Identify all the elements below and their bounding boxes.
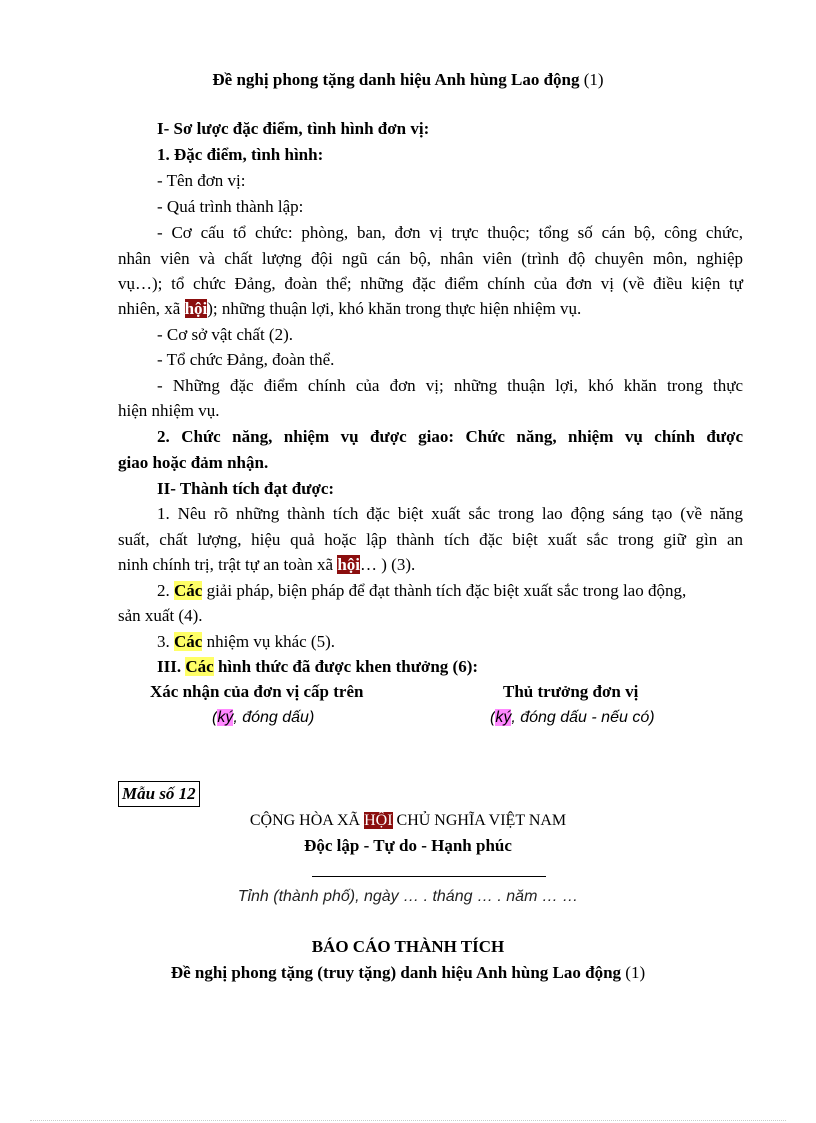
- highlight-cac: Các: [174, 581, 203, 600]
- section-3-num: III.: [157, 657, 182, 676]
- signature-left-open: (: [212, 709, 218, 726]
- report-subtitle-text: Đề nghị phong tặng (truy tặng) danh hiệu Anh hùng Lao động: [170, 963, 622, 982]
- section-1-heading: I- Sơ lược đặc điểm, tình hình đơn vị:: [157, 119, 430, 138]
- achievement-1-line-1: 1. Nêu rõ những thành tích đặc biệt xuất sắc trong lao động sáng tạo (về năng: [157, 504, 743, 523]
- item-unit-name: - Tên đơn vị:: [157, 171, 246, 190]
- page-title-note: (1): [583, 70, 604, 89]
- highlight-cac: Các: [185, 657, 214, 676]
- signature-right-open: (: [490, 709, 496, 726]
- features-line-1: - Những đặc điểm chính của đơn vị; những thuận lợi, khó khăn trong thực: [157, 376, 743, 395]
- form-number-label: Mẫu số 12: [118, 781, 200, 807]
- achievement-2-num: 2.: [157, 581, 170, 600]
- structure-line-4: [118, 296, 581, 322]
- highlight-ky: ký: [495, 709, 512, 726]
- achievement-3: [157, 629, 335, 655]
- report-title: BÁO CÁO THÀNH TÍCH: [311, 937, 505, 956]
- page-title: [0, 67, 816, 93]
- achievement-1-line-2: suất, chất lượng, hiệu quả hoặc lập thành tích đặc biệt xuất sắc trong giữ gìn an: [118, 530, 743, 549]
- report-subtitle-note: (1): [625, 963, 646, 982]
- signature-right-rest: , đóng dấu - nếu có): [511, 709, 655, 726]
- section-3-heading: [157, 654, 478, 680]
- page-bottom-dotted-rule: [30, 1120, 786, 1121]
- section-1-sub-2-line-1: 2. Chức năng, nhiệm vụ được giao: Chức năng, nhiệm vụ chính được: [157, 427, 743, 446]
- structure-line-4-a: nhiên, xã: [118, 299, 181, 318]
- item-party: - Tổ chức Đảng, đoàn thể.: [157, 350, 335, 369]
- signature-left-rest: , đóng dấu): [233, 709, 315, 726]
- achievement-1-line-3-a: ninh chính trị, trật tự an toàn xã: [118, 555, 334, 574]
- structure-line-2: nhân viên và chất lượng đội ngũ cán bộ, nhân viên (trình độ chuyên môn, nghiệp: [118, 249, 743, 268]
- section-3-text: hình thức đã được khen thưởng (6):: [217, 657, 479, 676]
- motto: Độc lập - Tự do - Hạnh phúc: [304, 836, 512, 855]
- achievement-3-text: nhiệm vụ khác (5).: [206, 632, 335, 651]
- highlight-ky: ký: [217, 709, 234, 726]
- achievement-2-line-2: sản xuất (4).: [118, 606, 203, 625]
- item-history: - Quá trình thành lập:: [157, 197, 304, 216]
- structure-line-4-b: ); những thuận lợi, khó khăn trong thực hiện nhiệm vụ.: [207, 299, 582, 318]
- features-line-2: hiện nhiệm vụ.: [118, 401, 220, 420]
- achievement-2-text: giải pháp, biện pháp để đạt thành tích đặc biệt xuất sắc trong lao động,: [206, 581, 687, 600]
- achievement-1-line-3-b: … ) (3).: [360, 555, 416, 574]
- highlight-hoi: hội: [184, 299, 208, 318]
- structure-line-3: vụ…); tổ chức Đảng, đoàn thể; những đặc điểm chính của đơn vị (về điều kiện tự: [118, 274, 743, 293]
- nation-header: [0, 808, 816, 834]
- structure-line-1: - Cơ cấu tổ chức: phòng, ban, đơn vị trực thuộc; tổng số cán bộ, công chức,: [157, 223, 743, 242]
- achievement-3-num: 3.: [157, 632, 170, 651]
- section-1-sub-1: 1. Đặc điểm, tình hình:: [157, 145, 324, 164]
- highlight-cac: Các: [174, 632, 203, 651]
- report-subtitle: [0, 960, 816, 986]
- highlight-hoi: hội: [337, 555, 360, 574]
- nation-header-b: CHỦ NGHĨA VIỆT NAM: [396, 812, 567, 829]
- signature-right-title: Thủ trưởng đơn vị: [503, 682, 639, 701]
- achievement-2-line-1: [157, 578, 686, 604]
- signature-right-note: [490, 705, 655, 731]
- achievement-1-line-3: [118, 552, 415, 578]
- item-facility: - Cơ sở vật chất (2).: [157, 325, 293, 344]
- signature-left-title: Xác nhận của đơn vị cấp trên: [150, 682, 364, 701]
- highlight-hoi: HỘI: [364, 812, 393, 829]
- motto-underline: [312, 876, 546, 877]
- signature-left-note: [212, 705, 314, 731]
- place-date: Tỉnh (thành phố), ngày … . tháng … . năm … …: [237, 888, 579, 905]
- page-title-text: Đề nghị phong tặng danh hiệu Anh hùng Lao động: [212, 70, 580, 89]
- nation-header-a: CỘNG HÒA XÃ: [249, 812, 361, 829]
- section-1-sub-2-line-2: giao hoặc đảm nhận.: [118, 453, 269, 472]
- section-2-heading: II- Thành tích đạt được:: [157, 479, 335, 498]
